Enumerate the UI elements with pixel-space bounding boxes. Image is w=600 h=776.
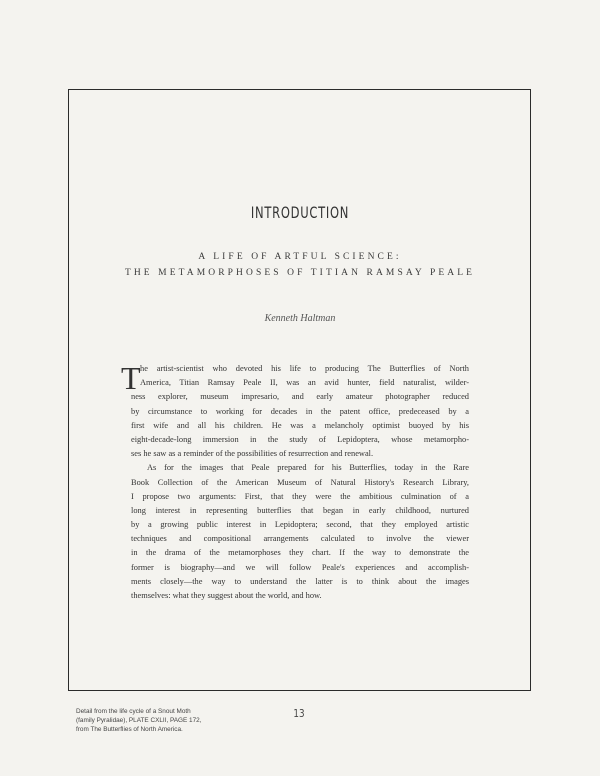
figure-caption [76, 707, 202, 734]
caption-line: from The Butterflies of North America. [76, 726, 183, 733]
text-line: first wife and all his children. He was a melancholy optimist buoyed by his [131, 420, 469, 430]
text-line: I propose two arguments: First, that they were the ambitious culmination of a [131, 491, 469, 501]
body-text [121, 360, 469, 603]
text-line: eight-decade-long immersion in the study of Lepidoptera, whose metamorpho- [131, 434, 469, 444]
text-line: former is biography—and we will follow Peale's experiences and accomplish- [131, 562, 469, 572]
text-line: in the drama of the metamorphoses they chart. If the way to demonstrate the [131, 548, 469, 558]
text-line: he artist-scientist who devoted his life to producing The Butterflies of North [140, 364, 469, 373]
drop-cap: T [121, 360, 141, 396]
text-line: long interest in representing butterflies that began in early childhood, nurtured [131, 505, 469, 515]
author-name: Kenneth Haltman [264, 313, 336, 324]
page-number: 13 [293, 707, 305, 720]
chapter-title: INTRODUCTION [250, 203, 350, 222]
text-line: Book Collection of the American Museum of Natural History's Research Library, [131, 477, 469, 487]
caption-line: (family Pyralidae), PLATE CXLII, PAGE 172, [76, 717, 202, 724]
text-line: ness explorer, museum impresario, and early amateur photographer reduced [131, 392, 469, 402]
text-line: themselves: what they suggest about the world, and how. [131, 591, 322, 600]
text-line: techniques and compositional arrangements calculated to involve the viewer [131, 534, 469, 544]
subtitle-line-2: THE METAMORPHOSES OF TITIAN RAMSAY PEALE [124, 268, 476, 278]
paragraph-2 [131, 461, 469, 603]
text-line: America, Titian Ramsay Peale II, was an avid hunter, field naturalist, wilder- [140, 378, 469, 388]
text-line: by circumstance to working for decades in the patent office, predeceased by a [131, 406, 469, 416]
paragraph-1 [131, 362, 469, 461]
text-line: by a growing public interest in Lepidoptera; second, that they employed artistic [131, 520, 469, 530]
subtitle-line-1: A LIFE OF ARTFUL SCIENCE: [198, 252, 402, 262]
text-line: As for the images that Peale prepared for his Butterflies, today in the Rare [147, 463, 469, 473]
text-line: ses he saw as a reminder of the possibilities of resurrection and renewal. [131, 449, 374, 459]
text-line: ments closely—the way to understand the latter is to think about the images [131, 576, 469, 586]
caption-line: Detail from the life cycle of a Snout Moth [76, 708, 191, 715]
